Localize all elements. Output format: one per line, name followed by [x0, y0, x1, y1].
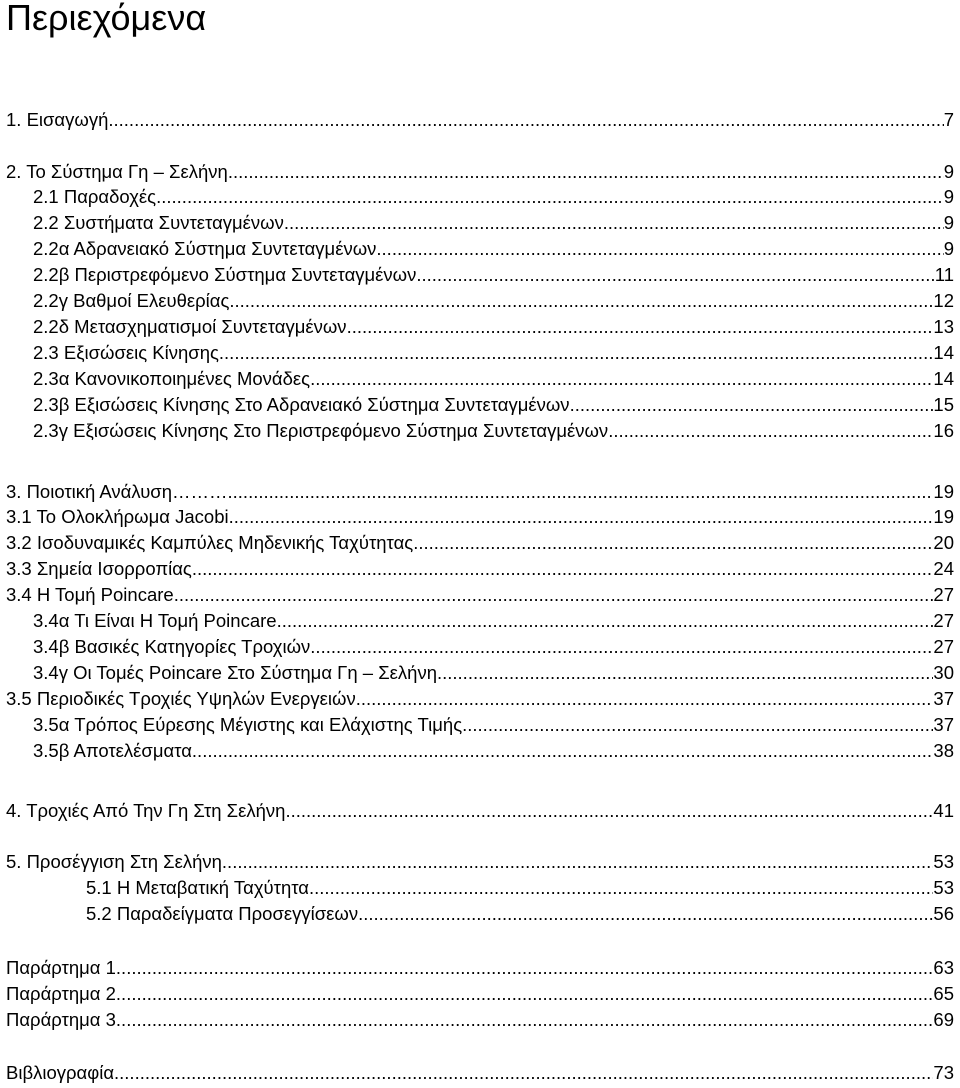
toc-entry[interactable]: [33, 238, 954, 260]
toc-dot-leader: [356, 688, 934, 710]
toc-entry-label: Παράρτημα 3: [6, 1009, 116, 1030]
toc-entry-label: 3.5β Αποτελέσματα: [33, 740, 192, 761]
toc-page-number: 11: [934, 264, 954, 285]
toc-page-number: 13: [933, 316, 954, 337]
toc-entry-label: 1. Εισαγωγή: [6, 109, 109, 130]
toc-page-number: 30: [933, 662, 954, 683]
toc-dot-leader: [437, 662, 933, 684]
toc-dot-leader: [192, 558, 934, 580]
toc-entry[interactable]: [6, 800, 954, 822]
toc-dot-leader: [608, 420, 933, 442]
toc-entry[interactable]: [33, 714, 954, 736]
toc-dot-leader: [114, 1062, 933, 1084]
toc-dot-leader: [310, 636, 933, 658]
toc-page-number: 12: [933, 290, 954, 311]
toc-page-number: 9: [943, 212, 954, 233]
toc-entry[interactable]: [86, 903, 954, 925]
toc-page-number: 69: [933, 1009, 954, 1030]
toc-page-number: 27: [933, 636, 954, 657]
toc-entry-label: Παράρτημα 1: [6, 957, 116, 978]
toc-page-number: 41: [933, 800, 954, 821]
toc-page-number: 7: [943, 109, 954, 130]
toc-dot-leader: [229, 290, 933, 312]
toc-page-number: 56: [933, 903, 954, 924]
toc-entry-label: 2.2γ Βαθμοί Ελευθερίας: [33, 290, 230, 311]
toc-page-number: 27: [933, 584, 954, 605]
toc-entry[interactable]: [6, 584, 954, 606]
toc-entry[interactable]: [6, 558, 954, 580]
toc-entry-label: 2.2 Συστήματα Συντεταγμένων: [33, 212, 284, 233]
toc-page-number: 9: [943, 161, 954, 182]
toc-page-number: 9: [943, 238, 954, 259]
toc-entry-label: 3.5 Περιοδικές Τροχιές Υψηλών Ενεργειών: [6, 688, 356, 709]
toc-entry-label: 2.3β Εξισώσεις Κίνησης Στο Αδρανειακό Σύστημα Συντεταγμένων: [33, 394, 570, 415]
toc-entry[interactable]: [33, 662, 954, 684]
toc-entry[interactable]: [6, 851, 954, 873]
toc-dot-leader: [277, 610, 934, 632]
toc-entry-label: 3. Ποιοτική Ανάλυση………: [6, 481, 228, 502]
toc-dot-leader: [116, 957, 934, 979]
toc-page-number: 65: [933, 983, 954, 1004]
toc-entry-label: 4. Τροχιές Από Την Γη Στη Σελήνη: [6, 800, 286, 821]
toc-page-number: 9: [943, 186, 954, 207]
toc-dot-leader: [222, 851, 934, 873]
toc-dot-leader: [462, 714, 933, 736]
toc-page-number: 53: [933, 877, 954, 898]
toc-page-number: 16: [933, 420, 954, 441]
toc-entry-label: 2. Το Σύστημα Γη – Σελήνη: [6, 161, 228, 182]
toc-dot-leader: [376, 238, 943, 260]
toc-entry-label: 2.1 Παραδοχές: [33, 186, 157, 207]
toc-entry-label: 3.4α Τι Είναι Η Τομή Poincare: [33, 610, 277, 631]
toc-dot-leader: [228, 481, 934, 503]
toc-dot-leader: [413, 532, 933, 554]
toc-entry[interactable]: [33, 368, 954, 390]
toc-page-number: 63: [933, 957, 954, 978]
toc-dot-leader: [358, 903, 933, 925]
toc-entry[interactable]: [6, 481, 954, 503]
toc-entry-label: 3.4γ Οι Τομές Poincare Στο Σύστημα Γη – Σελήνη: [33, 662, 437, 683]
toc-dot-leader: [174, 584, 934, 606]
toc-entry-label: 3.1 Το Ολοκλήρωμα Jacobi: [6, 506, 229, 527]
toc-entry-label: 3.3 Σημεία Ισορροπίας: [6, 558, 192, 579]
toc-entry[interactable]: [6, 161, 954, 183]
toc-entry-label: Παράρτημα 2: [6, 983, 116, 1004]
toc-page-number: 14: [933, 368, 954, 389]
toc-dot-leader: [219, 342, 934, 364]
toc-entry[interactable]: [33, 316, 954, 338]
toc-dot-leader: [108, 109, 943, 131]
toc-entry-label: 2.3γ Εξισώσεις Κίνησης Στο Περιστρεφόμενο Σύστημα Συντεταγμένων: [33, 420, 609, 441]
toc-dot-leader: [284, 212, 944, 234]
toc-entry-label: 2.2β Περιστρεφόμενο Σύστημα Συντεταγμένων: [33, 264, 417, 285]
toc-dot-leader: [116, 1009, 934, 1031]
toc-entry[interactable]: [33, 186, 954, 208]
toc-entry[interactable]: [6, 1062, 954, 1084]
toc-entry[interactable]: [33, 394, 954, 416]
toc-entry[interactable]: [6, 1009, 954, 1031]
toc-entry[interactable]: [33, 264, 954, 286]
toc-entry-label: 5. Προσέγγιση Στη Σελήνη: [6, 851, 222, 872]
toc-dot-leader: [116, 983, 934, 1005]
toc-entry-label: 2.2δ Μετασχηματισμοί Συντεταγμένων: [33, 316, 347, 337]
toc-entry[interactable]: [6, 688, 954, 710]
toc-entry-label: 5.2 Παραδείγματα Προσεγγίσεων: [86, 903, 359, 924]
toc-page-number: 53: [933, 851, 954, 872]
toc-entry[interactable]: [33, 342, 954, 364]
toc-page-number: 37: [933, 714, 954, 735]
toc-page-number: 37: [933, 688, 954, 709]
toc-page-number: 73: [933, 1062, 954, 1083]
toc-dot-leader: [416, 264, 934, 286]
toc-page-number: 15: [933, 394, 954, 415]
toc-entry-label: 3.4 Η Τομή Poincare: [6, 584, 174, 605]
toc-entry[interactable]: [33, 290, 954, 312]
toc-page-number: 19: [933, 506, 954, 527]
toc-dot-leader: [570, 394, 934, 416]
toc-dot-leader: [310, 368, 933, 390]
toc-dot-leader: [192, 740, 934, 762]
toc-entry[interactable]: [33, 420, 954, 442]
toc-page-number: 38: [933, 740, 954, 761]
toc-page-number: 27: [933, 610, 954, 631]
toc-entry[interactable]: [6, 957, 954, 979]
toc-entry-label: 2.3 Εξισώσεις Κίνησης: [33, 342, 219, 363]
toc-entry[interactable]: [33, 636, 954, 658]
toc-entry[interactable]: [33, 212, 954, 234]
toc-entry-label: 3.2 Ισοδυναμικές Καμπύλες Μηδενικής Ταχύτητας: [6, 532, 414, 553]
toc-entry-label: 3.4β Βασικές Κατηγορίες Τροχιών: [33, 636, 311, 657]
toc-entry-label: 3.5α Τρόπος Εύρεσης Μέγιστης και Ελάχιστης Τιμής: [33, 714, 463, 735]
toc-dot-leader: [347, 316, 934, 338]
toc-entry-label: 2.2α Αδρανειακό Σύστημα Συντεταγμένων: [33, 238, 377, 259]
toc-entry-label: Βιβλιογραφία: [6, 1062, 115, 1083]
toc-entry[interactable]: [6, 506, 954, 528]
toc-dot-leader: [229, 506, 934, 528]
toc-dot-leader: [228, 161, 944, 183]
toc-entry-label: 5.1 Η Μεταβατική Ταχύτητα: [86, 877, 309, 898]
toc-entry-label: 2.3α Κανονικοποιημένες Μονάδες: [33, 368, 311, 389]
toc-page-number: 19: [933, 481, 954, 502]
toc-entry[interactable]: [33, 610, 954, 632]
toc-page-number: 14: [933, 342, 954, 363]
toc-entry[interactable]: [6, 532, 954, 554]
toc-dot-leader: [156, 186, 944, 208]
toc-dot-leader: [285, 800, 933, 822]
page-title: Περιεχόμενα: [6, 0, 207, 38]
toc-dot-leader: [309, 877, 933, 899]
toc-entry[interactable]: [6, 983, 954, 1005]
toc-page-number: 20: [933, 532, 954, 553]
toc-entry[interactable]: [6, 109, 954, 131]
toc-entry[interactable]: [86, 877, 954, 899]
toc-entry[interactable]: [33, 740, 954, 762]
toc-page-number: 24: [933, 558, 954, 579]
